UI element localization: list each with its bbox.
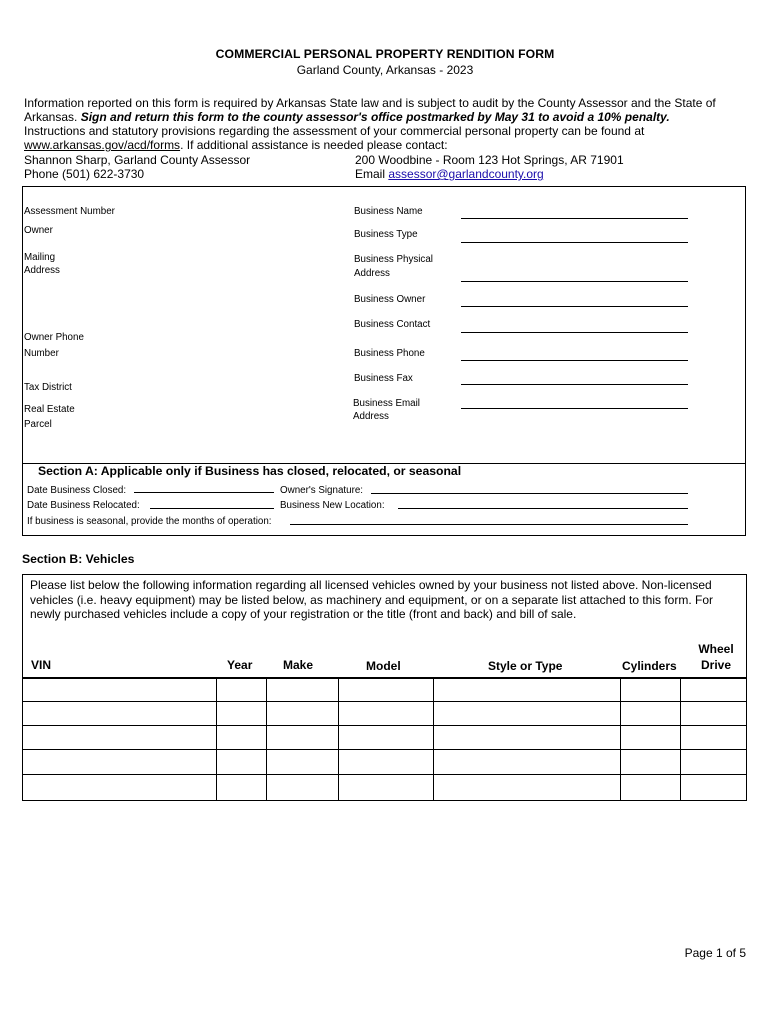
new-location-field[interactable]: [398, 508, 688, 509]
assessor-name: Shannon Sharp, Garland County Assessor: [24, 153, 251, 167]
seasonal-months-field[interactable]: [290, 524, 688, 525]
table-row-rule: [22, 725, 747, 726]
assessor-phone: Phone (501) 622-3730: [24, 167, 145, 181]
business-fax-label: Business Fax: [354, 373, 413, 384]
business-physical-line2: Address: [354, 268, 390, 279]
real-estate-line2: Parcel: [24, 419, 52, 430]
instructions-tail: . If additional assistance is needed please contact:: [180, 138, 448, 153]
table-col-rule: [680, 677, 681, 801]
col-cylinders-header: Cylinders: [622, 659, 677, 673]
date-closed-label: Date Business Closed:: [27, 485, 127, 496]
table-col-rule: [216, 677, 217, 801]
date-relocated-field[interactable]: [150, 508, 274, 509]
col-year-header: Year: [227, 658, 253, 672]
form-title: COMMERCIAL PERSONAL PROPERTY RENDITION FORM: [215, 47, 555, 61]
real-estate-parcel-label: [24, 402, 75, 432]
deadline-warning: Sign and return this form to the county assessor's office postmarked by May 31 to avoid a 10% penalty.: [80, 110, 670, 125]
col-style-header: Style or Type: [488, 659, 563, 673]
mailing-address-label: [24, 251, 60, 277]
mailing-label-line2: Address: [24, 265, 60, 276]
business-fax-field[interactable]: [461, 384, 688, 385]
business-owner-label: Business Owner: [354, 294, 426, 305]
col-model-header: Model: [366, 659, 401, 673]
forms-link[interactable]: www.arkansas.gov/acd/forms: [24, 138, 181, 153]
business-email-field[interactable]: [461, 408, 688, 409]
table-col-rule: [338, 677, 339, 801]
col-drive-line2: Drive: [700, 658, 732, 672]
table-col-rule: [433, 677, 434, 801]
table-col-rule: [266, 677, 267, 801]
section-b-instructions: Please list below the following information regarding all licensed vehicles owned by your business not listed above. Non-licensed vehicles (i.e. heavy equipment) may be listed below, as machinery and equipment, or on a separate list attached to this form. For newly purchased vehicles include a copy of your registration or the title (front and back) and bill of sale.: [30, 578, 714, 621]
owner-signature-label: Owner's Signature:: [280, 485, 364, 496]
date-relocated-label: Date Business Relocated:: [27, 500, 140, 511]
table-col-rule: [620, 677, 621, 801]
business-physical-address-field[interactable]: [461, 281, 688, 282]
form-subtitle: Garland County, Arkansas - 2023: [296, 63, 474, 77]
business-email-line2: Address: [353, 411, 389, 422]
owner-phone-line1: Owner Phone: [24, 332, 84, 343]
intro-paragraph: [24, 96, 748, 124]
owner-label: Owner: [24, 225, 53, 236]
email-link[interactable]: assessor@garlandcounty.org: [388, 167, 544, 181]
business-owner-field[interactable]: [461, 306, 688, 307]
instructions-paragraph: [24, 124, 748, 152]
assessor-contact: [24, 153, 250, 181]
business-physical-line1: Business Physical: [354, 254, 433, 265]
owner-phone-line2: Number: [24, 348, 59, 359]
tax-district-label: Tax District: [24, 382, 72, 393]
business-type-label: Business Type: [354, 229, 418, 240]
mailing-label-line1: Mailing: [24, 252, 56, 263]
business-contact-label: Business Contact: [354, 319, 431, 330]
business-type-field[interactable]: [461, 242, 688, 243]
table-row-rule: [22, 749, 747, 750]
col-make-header: Make: [283, 658, 314, 672]
business-email-label: [353, 397, 420, 423]
business-email-line1: Business Email: [353, 398, 420, 409]
business-phone-field[interactable]: [461, 360, 688, 361]
intro-text: Information reported on this form is required by Arkansas State law and is subject to audit by the County Assessor and the State of Arkansas.: [24, 96, 716, 125]
new-location-label: Business New Location:: [280, 500, 385, 511]
table-header-rule: [22, 677, 747, 679]
assessor-address: 200 Woodbine - Room 123 Hot Springs, AR 71901: [355, 153, 624, 167]
business-name-field[interactable]: [461, 218, 688, 219]
vehicles-table: [22, 677, 747, 801]
section-a-title: Section A: Applicable only if Business has closed, relocated, or seasonal: [38, 464, 462, 478]
real-estate-line1: Real Estate: [24, 404, 75, 415]
assessor-email-line: [355, 167, 624, 181]
table-row-rule: [22, 701, 747, 702]
owner-signature-field[interactable]: [371, 493, 688, 494]
page-number: Page 1 of 5: [684, 946, 746, 960]
assessment-number-label: Assessment Number: [24, 206, 115, 217]
business-physical-address-label: [354, 253, 433, 281]
seasonal-months-label: If business is seasonal, provide the months of operation:: [27, 516, 272, 527]
business-contact-field[interactable]: [461, 332, 688, 333]
date-closed-field[interactable]: [134, 492, 274, 493]
owner-phone-label: [24, 330, 84, 362]
col-vin-header: VIN: [31, 658, 52, 672]
col-wheel-drive-header: [690, 641, 742, 673]
business-name-label: Business Name: [354, 206, 423, 217]
email-label: Email: [355, 167, 389, 181]
section-b-title: Section B: Vehicles: [22, 552, 135, 566]
instructions-text: Instructions and statutory provisions regarding the assessment of your commercial personal property can be found at: [24, 124, 645, 138]
table-row-rule: [22, 774, 747, 775]
assessor-address-block: [355, 153, 624, 181]
col-wheel-line1: Wheel: [698, 642, 734, 656]
business-phone-label: Business Phone: [354, 348, 425, 359]
